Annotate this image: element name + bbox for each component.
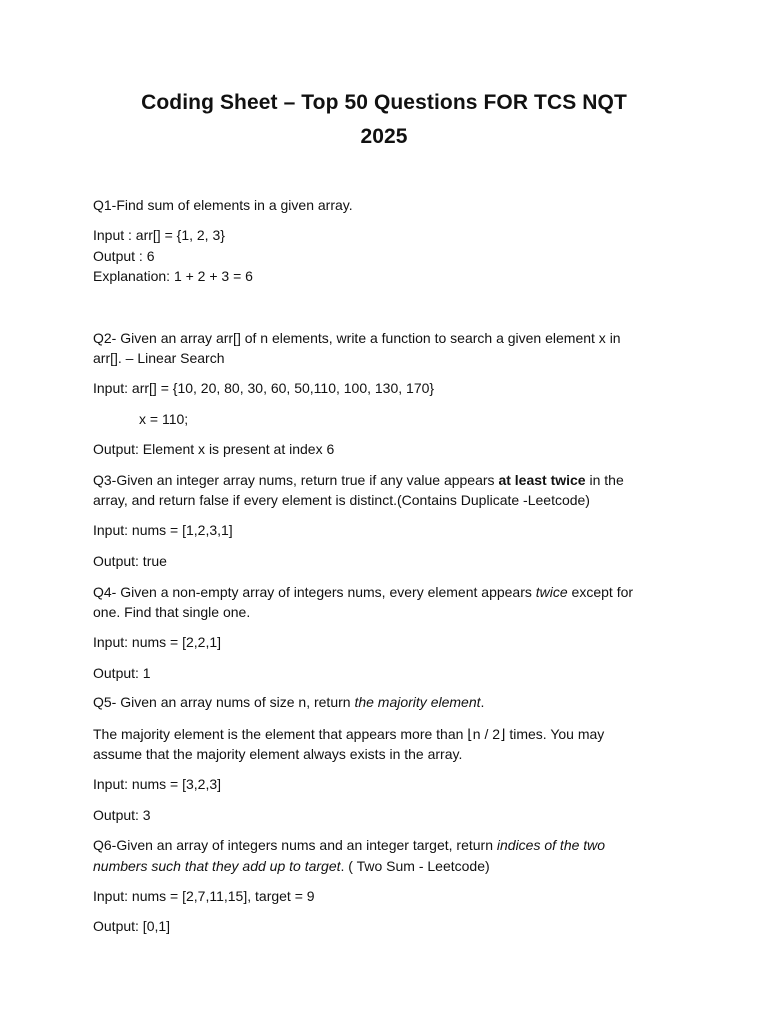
q1-input: Input : arr[] = {1, 2, 3}: [93, 227, 225, 243]
q3-heading-line1: [93, 471, 624, 489]
q4-output: Output: 1: [93, 665, 151, 681]
q3-input: Input: nums = [1,2,3,1]: [93, 522, 233, 538]
q3-text-end: in the: [585, 472, 624, 488]
q3-emphasis: at least twice: [498, 472, 586, 488]
q5-desc-line1: The majority element is the element that appears more than ⌊n / 2⌋ times. You may: [93, 726, 605, 742]
q5-heading: [93, 693, 484, 711]
q2-output: Output: Element x is present at index 6: [93, 441, 335, 457]
page-title: Coding Sheet – Top 50 Questions FOR TCS NQT: [141, 91, 627, 114]
q2-heading-line2: arr[]. – Linear Search: [93, 350, 225, 366]
q5-output: Output: 3: [93, 807, 151, 823]
q5-emphasis: the majority element: [354, 694, 481, 710]
q2-heading-line1: Q2- Given an array arr[] of n elements, write a function to search a given element x in: [93, 330, 621, 346]
q6-output: Output: [0,1]: [93, 918, 171, 934]
q4-text-end: except for: [567, 584, 634, 600]
q2-x-value: x = 110;: [139, 411, 189, 427]
q6-heading-line2: [93, 857, 490, 875]
q6-input: Input: nums = [2,7,11,15], target = 9: [93, 888, 315, 904]
q1-output: Output : 6: [93, 248, 155, 264]
q4-heading-line2: one. Find that single one.: [93, 604, 251, 620]
q4-input: Input: nums = [2,2,1]: [93, 634, 222, 650]
q3-text: Q3-Given an integer array nums, return true if any value appears: [93, 472, 499, 488]
q4-emphasis: twice: [535, 584, 568, 600]
q5-input: Input: nums = [3,2,3]: [93, 776, 222, 792]
q6-heading-line1: [93, 836, 605, 854]
q3-output: Output: true: [93, 553, 167, 569]
q6-text-end: . ( Two Sum - Leetcode): [340, 858, 490, 874]
q4-text: Q4- Given a non-empty array of integers nums, every element appears: [93, 584, 536, 600]
q2-input: Input: arr[] = {10, 20, 80, 30, 60, 50,110, 100, 130, 170}: [93, 380, 435, 396]
q4-heading-line1: [93, 583, 633, 601]
q6-text: Q6-Given an array of integers nums and an integer target, return: [93, 837, 497, 853]
q6-emphasis-cont: numbers such that they add up to target: [93, 858, 341, 874]
q3-heading-line2: array, and return false if every element is distinct.(Contains Duplicate -Leetcode): [93, 492, 590, 508]
q5-desc-line2: assume that the majority element always exists in the array.: [93, 746, 463, 762]
q5-text-end: .: [480, 694, 485, 710]
page-title-year: 2025: [360, 125, 408, 148]
q5-text: Q5- Given an array nums of size n, return: [93, 694, 355, 710]
q1-heading: Q1-Find sum of elements in a given array.: [93, 197, 353, 213]
q1-explanation: Explanation: 1 + 2 + 3 = 6: [93, 268, 253, 284]
q6-emphasis: indices of the two: [496, 837, 606, 853]
